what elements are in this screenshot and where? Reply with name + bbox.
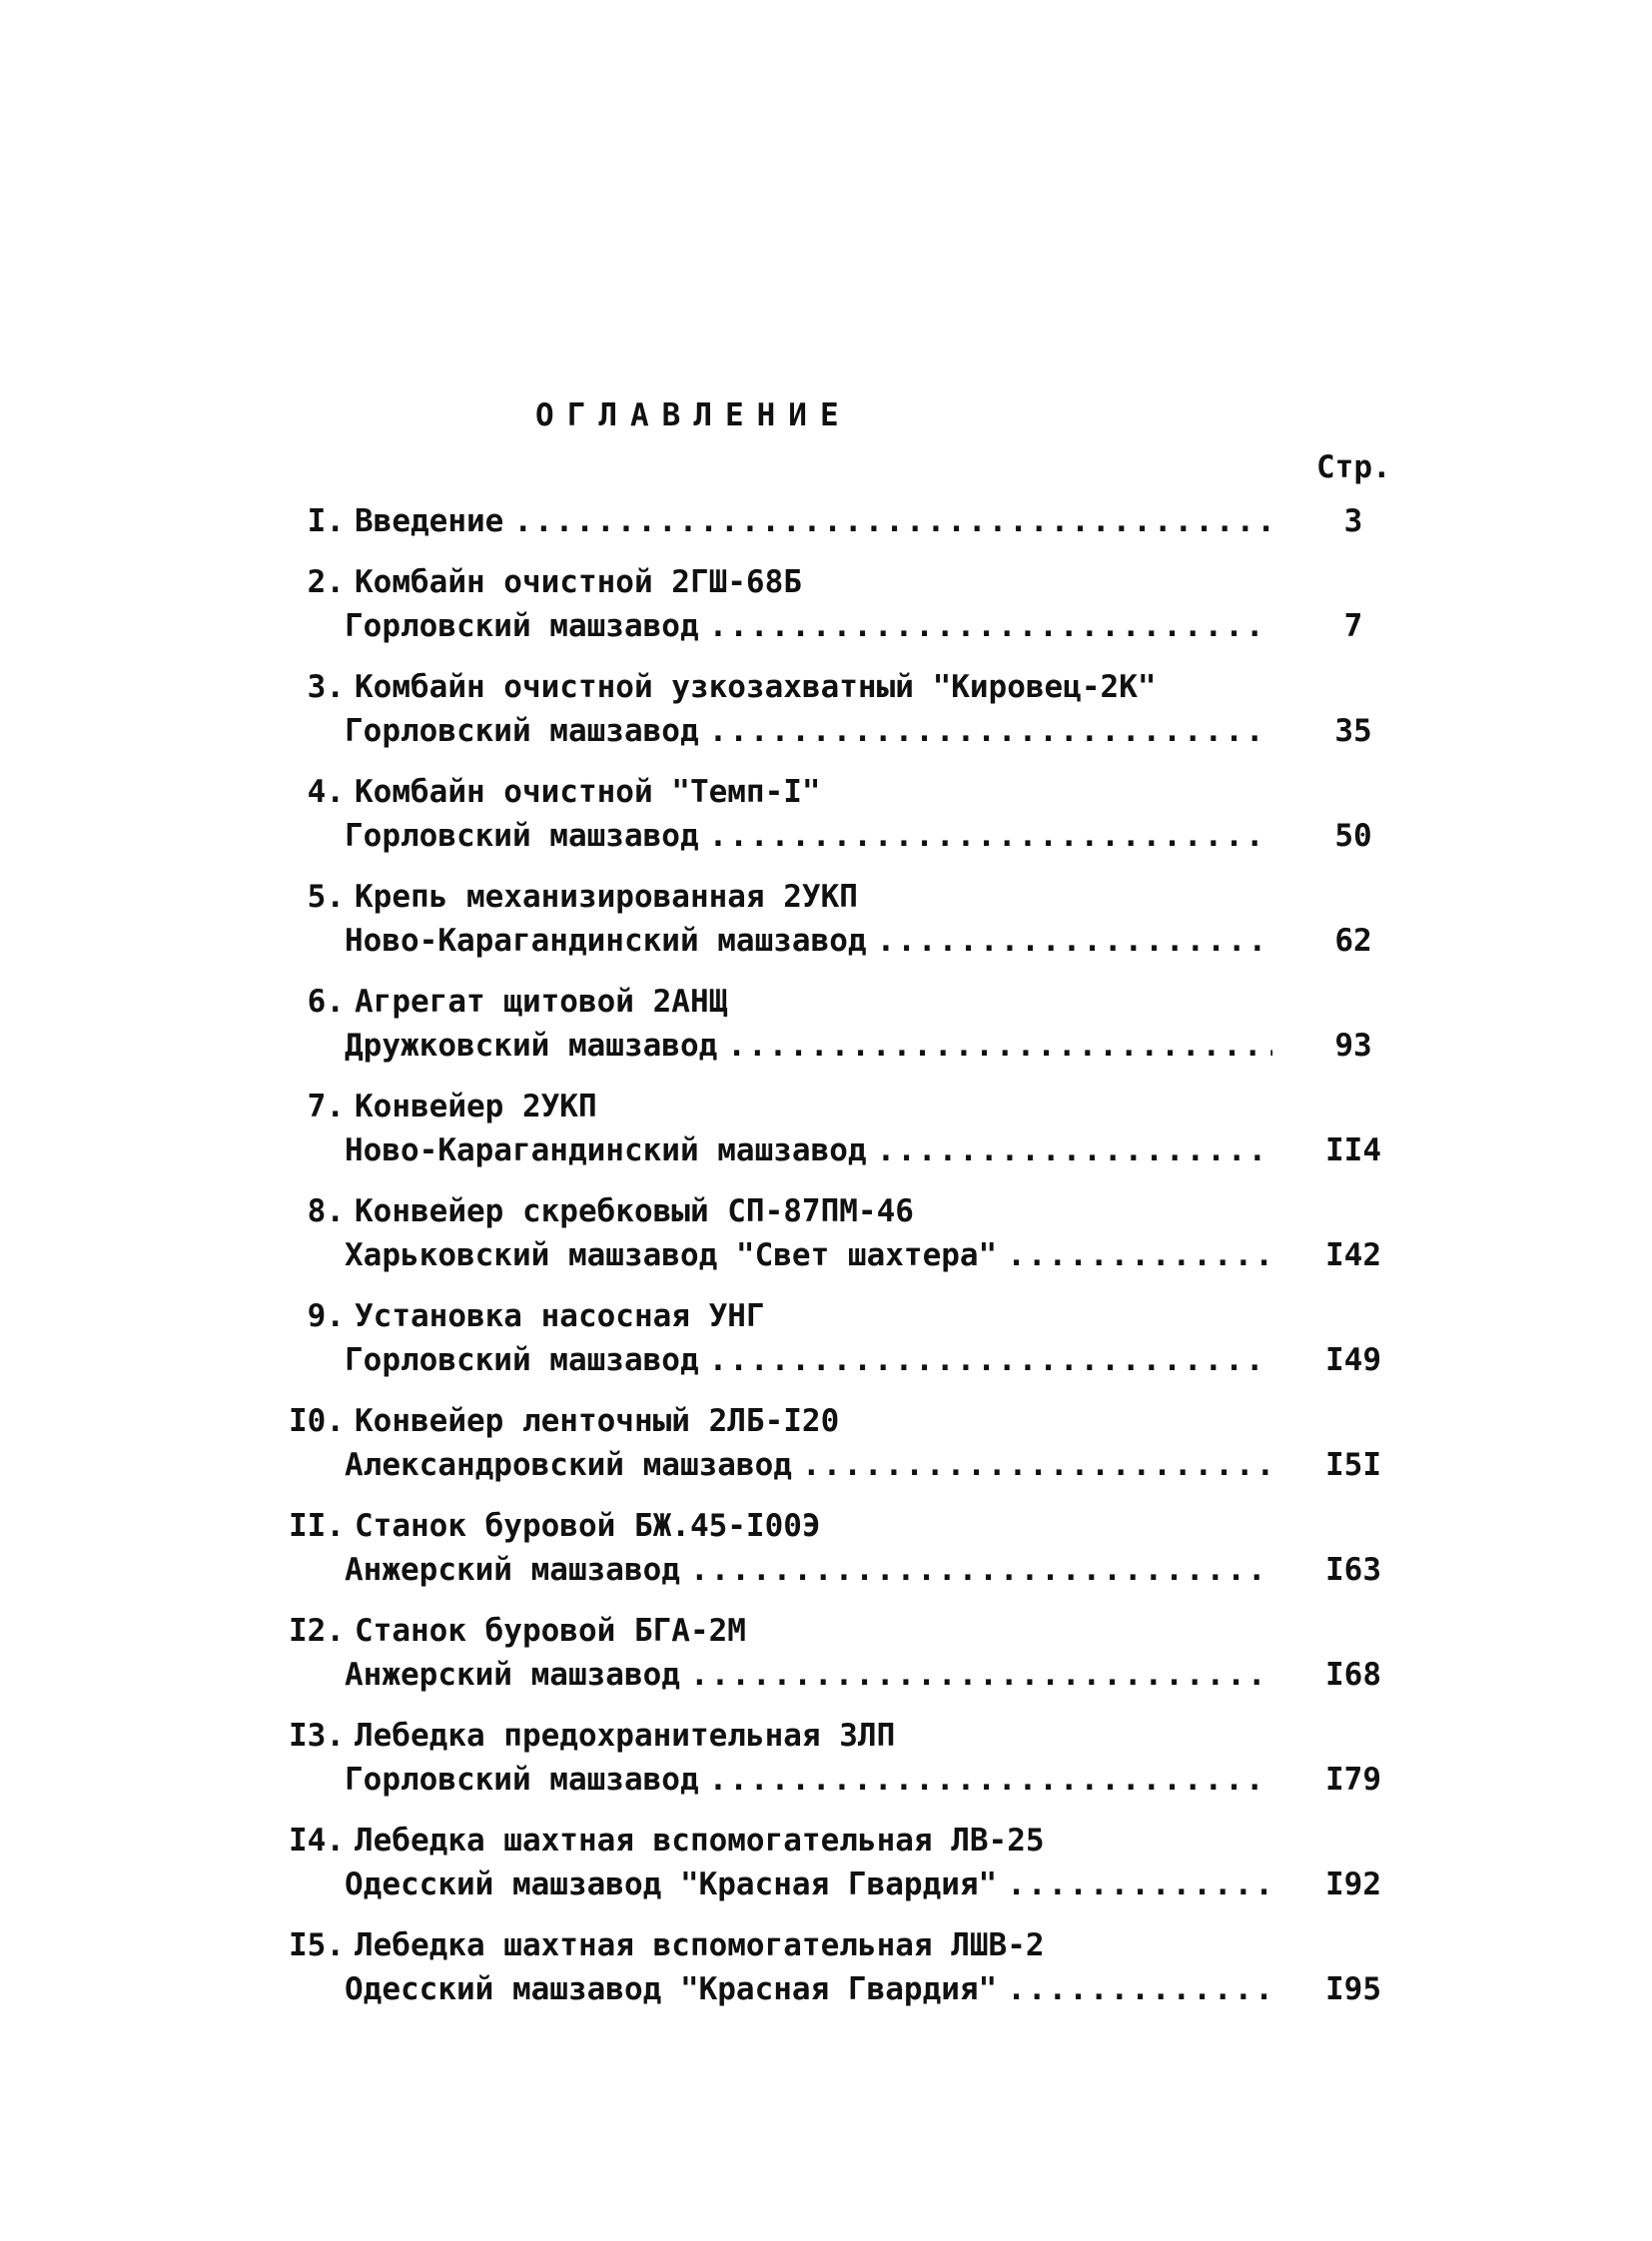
- toc-entry-manufacturer: Горловский машзавод: [345, 1762, 699, 1798]
- dot-leader: [513, 499, 1272, 543]
- toc-entry-title: Комбайн очистной узкозахватный "Кировец-2К": [355, 669, 1157, 705]
- toc-entry-title: Комбайн очистной 2ГШ-68Б: [355, 564, 802, 600]
- toc-entry-line-2: [250, 709, 1398, 753]
- toc-entry-title: Конвейер скребковый СП-87ПМ-46: [355, 1193, 914, 1229]
- toc-entry-number: 4.: [307, 774, 345, 810]
- dot-leader: [1007, 1233, 1272, 1277]
- toc-entry-line-1: [250, 1085, 1398, 1128]
- toc-entry-manufacturer: Александровский машзавод: [345, 1447, 792, 1483]
- toc-entry-manufacturer: Одесский машзавод "Красная Гвардия": [345, 1971, 998, 2007]
- toc-entry-page: 35: [1334, 713, 1372, 749]
- toc-entry-number: 6.: [307, 984, 345, 1020]
- toc-entry-manufacturer: Анжерский машзавод: [345, 1552, 680, 1588]
- toc-entry-number: I0.: [289, 1403, 345, 1439]
- toc-entry-page: 50: [1334, 818, 1372, 854]
- toc-entry-line-1: [250, 980, 1398, 1024]
- toc-entry-line-2: [250, 814, 1398, 858]
- toc-entry: [250, 560, 1398, 648]
- toc-entry-title: Станок буровой БГА-2М: [355, 1613, 746, 1649]
- toc-entry-title: Лебедка шахтная вспомогательная ЛШВ-2: [355, 1927, 1045, 1963]
- toc-entry-manufacturer: Горловский машзавод: [345, 608, 699, 644]
- toc-entry-title: Лебедка шахтная вспомогательная ЛВ-25: [355, 1823, 1045, 1859]
- toc-entry-title: Введение: [355, 503, 504, 539]
- toc-entry: [250, 1399, 1398, 1487]
- toc-entry-number: 2.: [307, 564, 345, 600]
- toc-entry: [250, 1294, 1398, 1382]
- toc-entry-number: II.: [289, 1508, 345, 1544]
- toc-entry: [250, 875, 1398, 963]
- toc-entry-number: I2.: [289, 1613, 345, 1649]
- toc-entry-line-1: [250, 1294, 1398, 1338]
- dot-leader: [709, 1338, 1272, 1382]
- toc-entry-manufacturer: Горловский машзавод: [345, 818, 699, 854]
- toc-entry-line-2: [250, 1128, 1398, 1172]
- toc-entry-number: I5.: [289, 1927, 345, 1963]
- toc-entry-title: Станок буровой БЖ.45-I00Э: [355, 1508, 821, 1544]
- toc-entry: [250, 1609, 1398, 1697]
- toc-entry-line-2: [250, 1443, 1398, 1487]
- dot-leader: [709, 709, 1272, 753]
- toc-entry-line-2: [250, 1653, 1398, 1697]
- toc-entry-manufacturer: Дружковский машзавод: [345, 1028, 718, 1064]
- toc-entry: [250, 1819, 1398, 1906]
- toc-entry-number: I4.: [289, 1823, 345, 1859]
- dot-leader: [727, 1024, 1272, 1068]
- toc-entry: [250, 665, 1398, 753]
- toc-entry-line-1: [250, 1609, 1398, 1653]
- toc-entry-manufacturer: Горловский машзавод: [345, 713, 699, 749]
- toc-entry: [250, 1085, 1398, 1172]
- dot-leader: [877, 1128, 1272, 1172]
- toc-entry-page: 7: [1343, 608, 1363, 644]
- toc-entry-line-1: [250, 875, 1398, 919]
- toc-entry-line-2: [250, 1233, 1398, 1277]
- toc-entry-title: Агрегат щитовой 2АНЩ: [355, 984, 728, 1020]
- toc-entry-line-1: [250, 1819, 1398, 1863]
- toc-entry-line-1: [250, 499, 1398, 543]
- toc-entry-line-2: [250, 1548, 1398, 1592]
- toc-entry-line-2: [250, 604, 1398, 648]
- toc-entry-number: 5.: [307, 879, 345, 915]
- dot-leader: [690, 1548, 1272, 1592]
- toc-entry-page: 62: [1334, 923, 1372, 959]
- toc-entry-title: Лебедка предохранительная 3ЛП: [355, 1718, 896, 1754]
- toc-entry-title: Комбайн очистной "Темп-I": [355, 774, 821, 810]
- table-of-contents: [250, 499, 1398, 2011]
- toc-entry: [250, 770, 1398, 858]
- toc-entry-line-1: [250, 770, 1398, 814]
- toc-entry-line-1: [250, 1399, 1398, 1443]
- toc-entry-line-2: [250, 919, 1398, 963]
- dot-leader: [709, 1758, 1272, 1802]
- toc-entry-page: I63: [1325, 1552, 1381, 1588]
- toc-entry-page: I95: [1325, 1971, 1381, 2007]
- toc-entry-line-1: [250, 1189, 1398, 1233]
- toc-entry-line-1: [250, 665, 1398, 709]
- toc-entry-number: 7.: [307, 1089, 345, 1124]
- dot-leader: [1007, 1967, 1272, 2011]
- toc-entry-manufacturer: Анжерский машзавод: [345, 1657, 680, 1693]
- toc-entry-page: I79: [1325, 1762, 1381, 1798]
- toc-entry-line-2: [250, 1338, 1398, 1382]
- dot-leader: [709, 604, 1272, 648]
- toc-entry-page: 3: [1343, 503, 1363, 539]
- dot-leader: [709, 814, 1272, 858]
- toc-entry-page: I5I: [1325, 1447, 1381, 1483]
- toc-entry: [250, 980, 1398, 1068]
- toc-entry-number: I3.: [289, 1718, 345, 1754]
- toc-entry-title: Конвейер 2УКП: [355, 1089, 597, 1124]
- toc-entry-line-2: [250, 1863, 1398, 1906]
- page-column-header: Стр.: [1316, 449, 1391, 485]
- toc-entry-line-1: [250, 560, 1398, 604]
- toc-entry-title: Конвейер ленточный 2ЛБ-I20: [355, 1403, 840, 1439]
- toc-entry: [250, 1923, 1398, 2011]
- toc-entry-title: Крепь механизированная 2УКП: [355, 879, 858, 915]
- toc-entry-number: 8.: [307, 1193, 345, 1229]
- page-title: ОГЛАВЛЕНИЕ: [535, 397, 852, 433]
- toc-entry-number: 3.: [307, 669, 345, 705]
- dot-leader: [690, 1653, 1272, 1697]
- toc-entry-title: Установка насосная УНГ: [355, 1298, 765, 1334]
- toc-entry-line-1: [250, 1923, 1398, 1967]
- dot-leader: [802, 1443, 1272, 1487]
- toc-entry-manufacturer: Харьковский машзавод "Свет шахтера": [345, 1237, 998, 1273]
- dot-leader: [877, 919, 1272, 963]
- toc-entry-line-2: [250, 1967, 1398, 2011]
- toc-entry: [250, 1504, 1398, 1592]
- toc-entry-manufacturer: Одесский машзавод "Красная Гвардия": [345, 1867, 998, 1902]
- toc-entry-page: I92: [1325, 1867, 1381, 1902]
- toc-entry-manufacturer: Ново-Карагандинский машзавод: [345, 923, 867, 959]
- toc-entry: [250, 1189, 1398, 1277]
- toc-entry-page: 93: [1334, 1028, 1372, 1064]
- toc-entry-page: I68: [1325, 1657, 1381, 1693]
- toc-entry-page: I49: [1325, 1342, 1381, 1378]
- toc-entry-page: I42: [1325, 1237, 1381, 1273]
- toc-entry-number: I.: [307, 503, 345, 539]
- toc-entry-line-1: [250, 1504, 1398, 1548]
- toc-entry-number: 9.: [307, 1298, 345, 1334]
- toc-entry: [250, 1714, 1398, 1802]
- toc-entry-line-2: [250, 1024, 1398, 1068]
- toc-entry: [250, 499, 1398, 543]
- toc-entry-line-1: [250, 1714, 1398, 1758]
- toc-entry-manufacturer: Горловский машзавод: [345, 1342, 699, 1378]
- toc-entry-manufacturer: Ново-Карагандинский машзавод: [345, 1132, 867, 1168]
- toc-entry-page: II4: [1325, 1132, 1381, 1168]
- toc-entry-line-2: [250, 1758, 1398, 1802]
- dot-leader: [1007, 1863, 1272, 1906]
